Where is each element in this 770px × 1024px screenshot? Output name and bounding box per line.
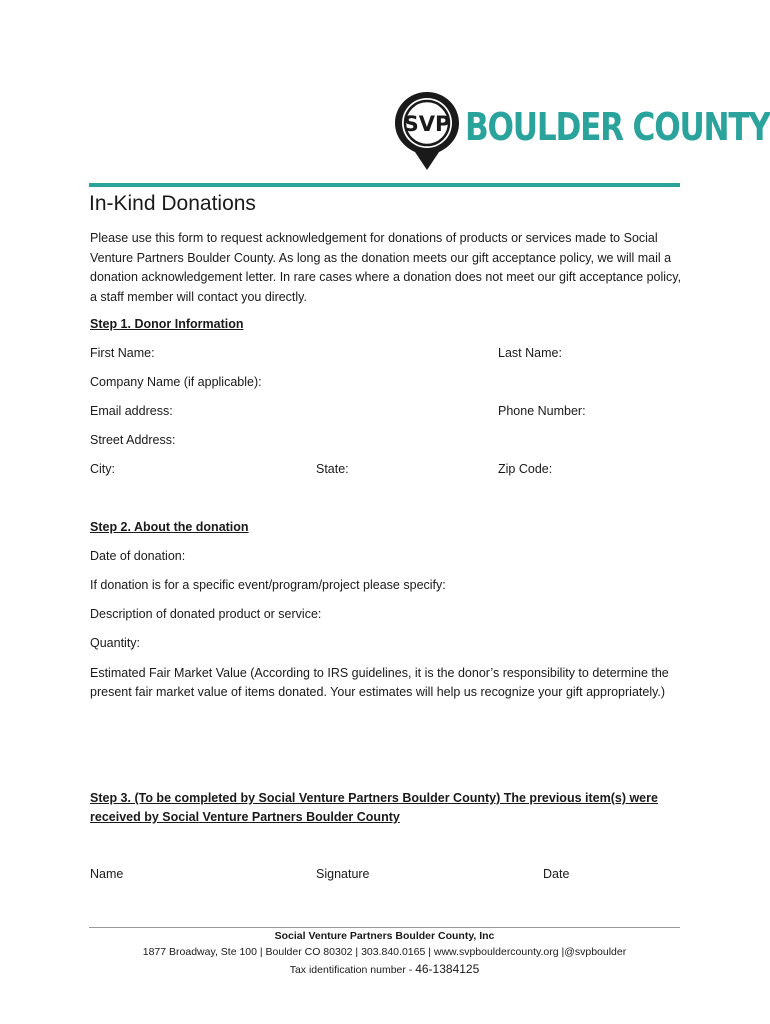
date-label: Date: [543, 867, 570, 881]
footer-org: Social Venture Partners Boulder County, Inc: [274, 930, 495, 942]
step1-heading: Step 1. Donor Information: [90, 317, 244, 331]
svp-logo: [393, 90, 461, 179]
donation-date-label: Date of donation:: [90, 549, 186, 563]
event-label: If donation is for a specific event/program/project please specify:: [90, 578, 446, 592]
tax-number: 46-1384125: [415, 962, 480, 976]
street-label: Street Address:: [90, 433, 176, 447]
first-name-label: First Name:: [90, 346, 155, 360]
page-title: In-Kind Donations: [89, 192, 256, 215]
intro-paragraph: Please use this form to request acknowledgement for donations of products or services made to Social Venture Partners Boulder County. As long as the donation meets our gift acceptance policy, we will mail a donation acknowledgement letter. In rare cases where a donation does not meet our gift acceptance policy, a staff member will contact you directly.: [90, 231, 682, 304]
header-divider: [89, 183, 680, 187]
city-label: City:: [90, 462, 115, 476]
step3-heading: Step 3. (To be completed by Social Venture Partners Boulder County) The previous item(s) were received by Social Venture Partners Boulder County: [90, 791, 658, 824]
footer-divider: [89, 927, 680, 928]
quantity-label: Quantity:: [90, 636, 141, 650]
footer-tax: [89, 962, 680, 976]
logo-letters: SVP: [403, 112, 451, 136]
location-pin-icon: [393, 90, 461, 174]
tax-label: Tax identification number -: [289, 964, 416, 976]
description-label: Description of donated product or service:: [90, 607, 322, 621]
zip-label: Zip Code:: [498, 462, 553, 476]
last-name-label: Last Name:: [498, 346, 562, 360]
fair-value-label: Estimated Fair Market Value (According to IRS guidelines, it is the donor’s responsibility to determine the present fair market value of items donated. Your estimates will help us recognize your gift appropriately.): [90, 666, 669, 699]
phone-label: Phone Number:: [498, 404, 586, 418]
name-label: Name: [90, 867, 124, 881]
brand-name: BOULDER COUNTY: [465, 105, 770, 149]
signature-label: Signature: [316, 867, 370, 881]
company-label: Company Name (if applicable):: [90, 375, 262, 389]
state-label: State:: [316, 462, 349, 476]
footer-address: 1877 Broadway, Ste 100 | Boulder CO 80302 | 303.840.0165 | www.svpbouldercounty.org |@svpboulder: [142, 946, 627, 958]
step2-heading: Step 2. About the donation: [90, 520, 249, 534]
email-label: Email address:: [90, 404, 173, 418]
